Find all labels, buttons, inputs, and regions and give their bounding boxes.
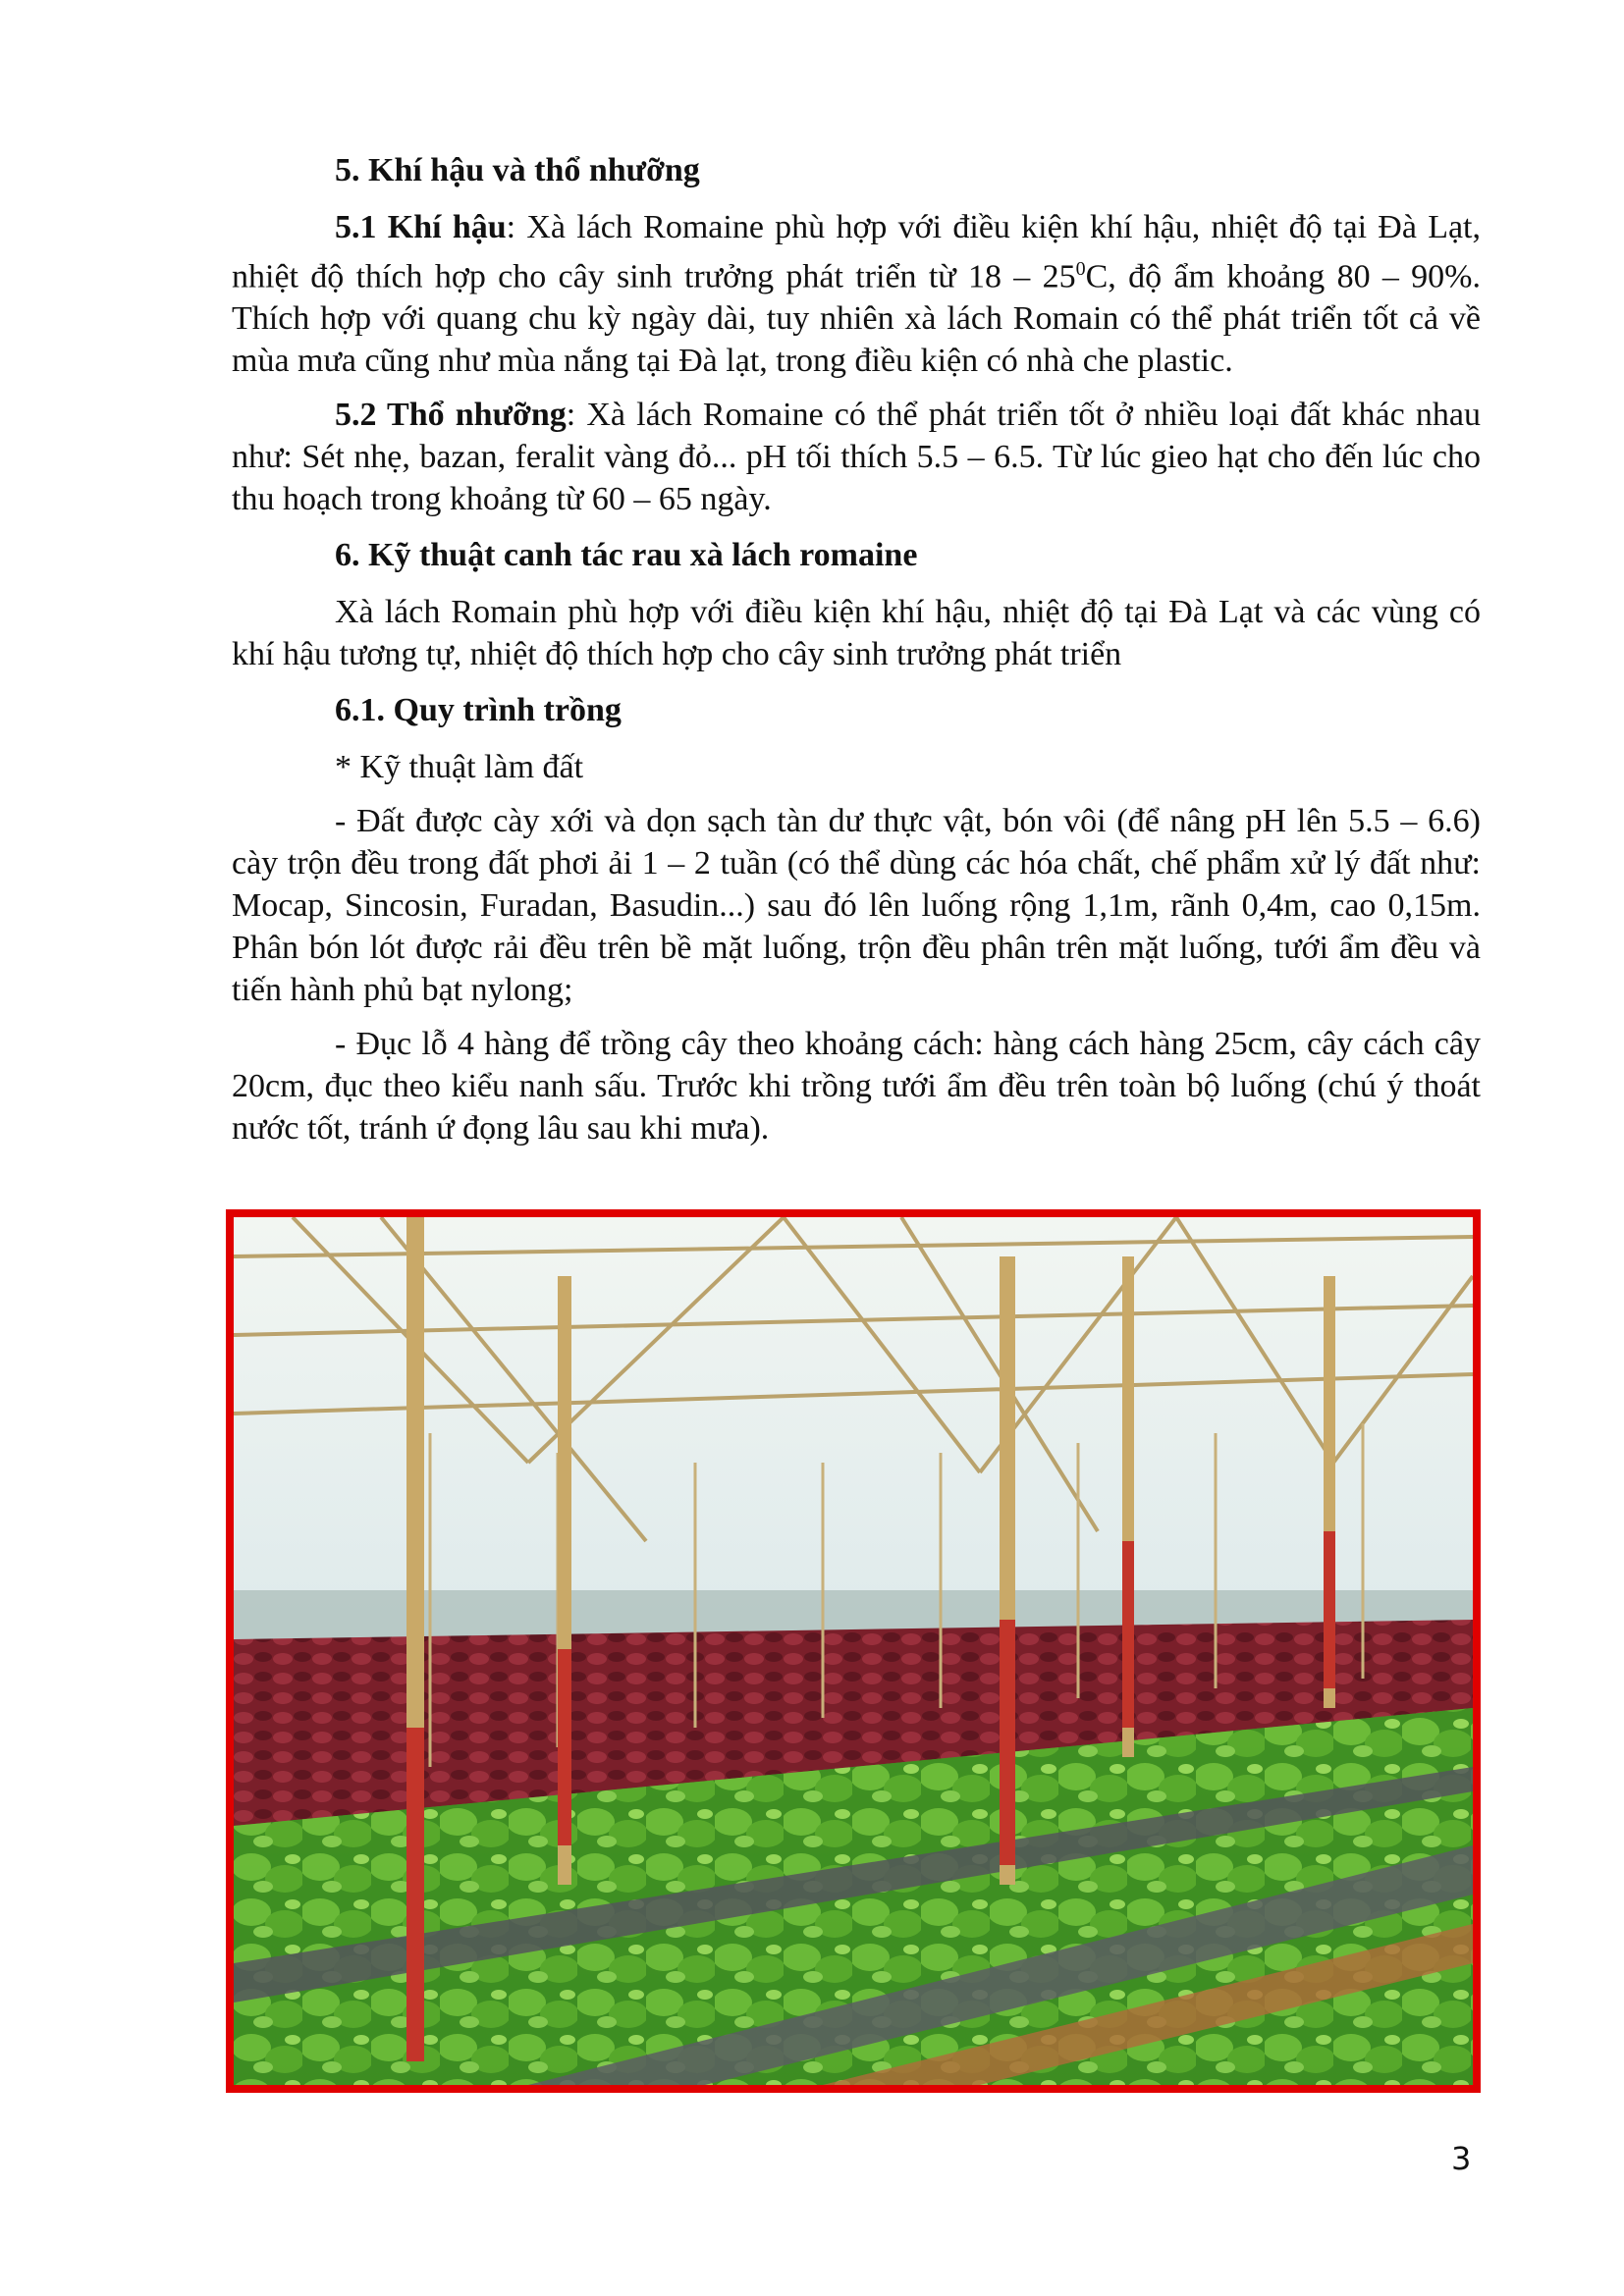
step-2-paragraph: - Đục lỗ 4 hàng để trồng cây theo khoảng cách: hàng cách hàng 25cm, cây cách cây 20cm, đục theo kiểu nanh sấu. Trước khi trồng tưới ẩm đều trên toàn bộ luống (chú ý thoát nước tốt, tránh ứ đọng lâu sau khi mưa).: [232, 1026, 1481, 1148]
degree-superscript: 0: [1075, 258, 1086, 280]
section-6-intro: Xà lách Romain phù hợp với điều kiện khí hậu, nhiệt độ tại Đà Lạt và các vùng có khí hậu tương tự, nhiệt độ thích hợp cho cây sinh trưởng phát triển: [232, 594, 1481, 673]
section-6-heading: 6. Kỹ thuật canh tác rau xà lách romaine: [335, 537, 918, 574]
climate-label: 5.1 Khí hậu: [335, 209, 507, 245]
soil-technique-label: * Kỹ thuật làm đất: [335, 749, 584, 786]
climate-paragraph: [232, 206, 1481, 382]
step-1-paragraph: - Đất được cày xới và dọn sạch tàn dư thực vật, bón vôi (để nâng pH lên 5.5 – 6.6) cày trộn đều trong đất phơi ải 1 – 2 tuần (có thể dùng các hóa chất, chế phẩm xử lý đất như: Mocap, Sincosin, Furadan, Basudin...) sau đó lên luống rộng 1,1m, rãnh 0,4m, cao 0,15m. Phân bón lót được rải đều trên bề mặt luống, trộn đều phân trên mặt luống, tưới ẩm đều và tiến hành phủ bạt nylong;: [232, 803, 1481, 1009]
document-body: [232, 147, 1481, 1161]
section-5-heading: 5. Khí hậu và thổ nhưỡng: [335, 152, 700, 188]
climate-text-a: : Xà lách Romaine phù hợp với điều kiện khí hậu, nhiệt độ tại Đà Lạt, nhiệt độ thích hợp cho cây sinh trưởng phát triển từ 18 – 25: [232, 209, 1482, 295]
page-number: 3: [1451, 2140, 1472, 2177]
soil-label: 5.2 Thổ nhưỡng: [335, 397, 567, 434]
soil-paragraph: [232, 394, 1481, 520]
climate-text-b: C, độ ẩm khoảng 80 – 90%. Thích hợp với quang chu kỳ ngày dài, tuy nhiên xà lách Romain có thể phát triển tốt cả về mùa mưa cũng như mùa nắng tại Đà lạt, trong điều kiện có nhà che plastic.: [232, 258, 1481, 380]
soil-text: : Xà lách Romaine có thể phát triển tốt ở nhiều loại đất khác nhau như: Sét nhẹ, bazan, feralit vàng đỏ... pH tối thích 5.5 – 6.5. Từ lúc gieo hạt cho đến lúc cho thu hoạch trong khoảng từ 60 – 65 ngày.: [232, 397, 1481, 518]
greenhouse-illustration: [234, 1217, 1473, 2085]
greenhouse-lettuce-photo: [226, 1209, 1481, 2093]
section-6-1-heading: 6.1. Quy trình trồng: [335, 692, 622, 729]
